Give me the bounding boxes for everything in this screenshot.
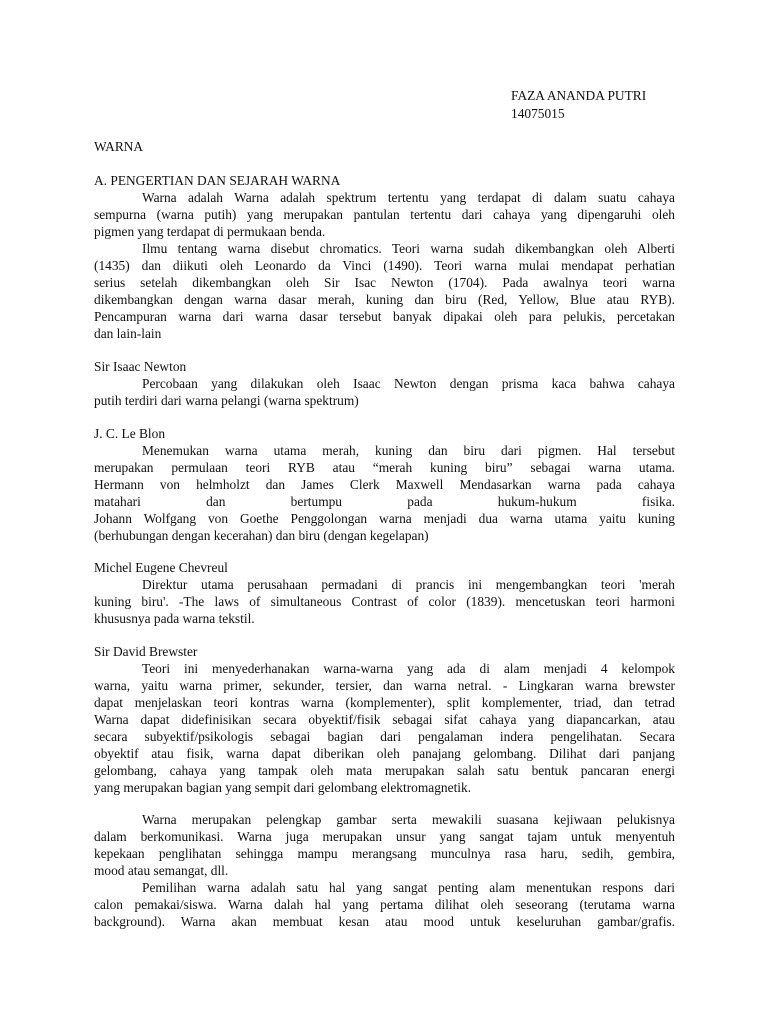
text-line: secara subyektif/psikologis sebagai bagian dari pengalaman indera pengelihatan. Secara bbox=[94, 729, 675, 745]
text-line: Teori ini menyederhanakan warna-warna yang ada di alam menjadi 4 kelompok bbox=[142, 661, 675, 676]
author-block bbox=[511, 87, 646, 123]
text-line: Direktur utama perusahaan permadani di prancis ini mengembangkan teori 'merah bbox=[142, 577, 675, 592]
newton-paragraph bbox=[94, 375, 675, 409]
text-line: gelombang, cahaya yang tampak oleh mata merupakan salah satu bentuk pancaran energi bbox=[94, 763, 675, 779]
text-line: dalam berkomunikasi. Warna juga merupakan unsur yang sangat tajam untuk menyentuh bbox=[94, 829, 675, 845]
chevreul-heading: Michel Eugene Chevreul bbox=[94, 560, 228, 575]
text-line: Pencampuran warna dari warna dasar tersebut banyak dipakai oleh para pelukis, percetakan bbox=[94, 309, 675, 325]
text-line: Johann Wolfgang von Goethe Penggolongan warna menjadi dua warna utama yaitu kuning bbox=[94, 511, 675, 527]
section-a-paragraph-1 bbox=[94, 189, 675, 240]
text-line: pigmen yang terdapat di permukaan benda. bbox=[94, 224, 326, 240]
text-line: sempurna (warna putih) yang merupakan pantulan tertentu dari cahaya yang dipengaruhi oleh bbox=[94, 207, 675, 223]
section-a-paragraph-2 bbox=[94, 240, 675, 342]
text-line: yang merupakan bagian yang sempit dari gelombang elektromagnetik. bbox=[94, 780, 472, 796]
leblon-paragraph bbox=[94, 442, 675, 544]
closing-paragraph-1 bbox=[94, 811, 675, 879]
author-name: FAZA ANANDA PUTRI bbox=[511, 88, 647, 103]
section-a-heading: A. PENGERTIAN DAN SEJARAH WARNA bbox=[94, 173, 341, 188]
text-line: dan lain-lain bbox=[94, 326, 162, 342]
brewster-paragraph bbox=[94, 660, 675, 796]
text-line: Menemukan warna utama merah, kuning dan biru dari pigmen. Hal tersebut bbox=[142, 443, 675, 458]
text-line: merupakan permulaan teori RYB atau “merah kuning biru” sebagai warna utama. bbox=[94, 460, 675, 476]
text-line: calon pemakai/siswa. Warna dalah hal yang pertama dilihat oleh seseorang (terutama warna bbox=[94, 897, 675, 913]
text-line: mood atau semangat, dll. bbox=[94, 863, 229, 879]
text-line: Ilmu tentang warna disebut chromatics. Teori warna sudah dikembangkan oleh Alberti bbox=[142, 241, 675, 256]
author-id: 14075015 bbox=[511, 106, 565, 121]
text-line: kepekaan penglihatan sehingga mampu merangsang munculnya rasa haru, sedih, gembira, bbox=[94, 846, 675, 862]
text-line: warna, yaitu warna primer, sekunder, tersier, dan warna netral. - Lingkaran warna brewster bbox=[94, 678, 675, 694]
newton-heading: Sir Isaac Newton bbox=[94, 359, 187, 374]
text-line: Warna adalah Warna adalah spektrum tertentu yang terdapat di dalam suatu cahaya bbox=[142, 190, 675, 205]
text-line: Percobaan yang dilakukan oleh Isaac Newton dengan prisma kaca bahwa cahaya bbox=[142, 376, 675, 391]
text-line: dikembangkan dengan warna dasar merah, kuning dan biru (Red, Yellow, Blue atau RYB). bbox=[94, 292, 675, 308]
text-line: serius setelah dikembangkan oleh Sir Isac Newton (1704). Pada awalnya teori warna bbox=[94, 275, 675, 291]
text-line: matahari dan bertumpu pada hukum-hukum fisika. bbox=[94, 494, 675, 510]
text-line: dapat menjelaskan teori kontras warna (komplementer), split komplementer, triad, dan tetrad bbox=[94, 695, 675, 711]
brewster-heading: Sir David Brewster bbox=[94, 644, 198, 659]
leblon-heading: J. C. Le Blon bbox=[94, 426, 166, 441]
text-line: Warna dapat didefinisikan secara obyektif/fisik sebagai sifat cahaya yang diapancarkan, atau bbox=[94, 712, 675, 728]
document-title: WARNA bbox=[94, 139, 144, 154]
text-line: Hermann von helmholzt dan James Clerk Maxwell Mendasarkan warna pada cahaya bbox=[94, 477, 675, 493]
text-line: obyektif atau fisik, warna dapat diberikan oleh panajang gelombang. Dilihat dari panjang bbox=[94, 746, 675, 762]
text-line: background). Warna akan membuat kesan atau mood untuk keseluruhan gambar/grafis. bbox=[94, 914, 675, 930]
text-line: Warna merupakan pelengkap gambar serta mewakili suasana kejiwaan pelukisnya bbox=[142, 812, 675, 827]
closing-paragraph-2 bbox=[94, 879, 675, 930]
text-line: kuning biru'. -The laws of simultaneous Contrast of color (1839). mencetuskan teori harmoni bbox=[94, 594, 675, 610]
text-line: khususnya pada warna tekstil. bbox=[94, 611, 255, 627]
text-line: putih terdiri dari warna pelangi (warna spektrum) bbox=[94, 393, 359, 409]
text-line: Pemilihan warna adalah satu hal yang sangat penting alam menentukan respons dari bbox=[142, 880, 675, 895]
text-line: (berhubungan dengan kecerahan) dan biru (dengan kegelapan) bbox=[94, 528, 429, 544]
chevreul-paragraph bbox=[94, 576, 675, 627]
text-line: (1435) dan diikuti oleh Leonardo da Vinci (1490). Teori warna mulai mendapat perhatian bbox=[94, 258, 675, 274]
